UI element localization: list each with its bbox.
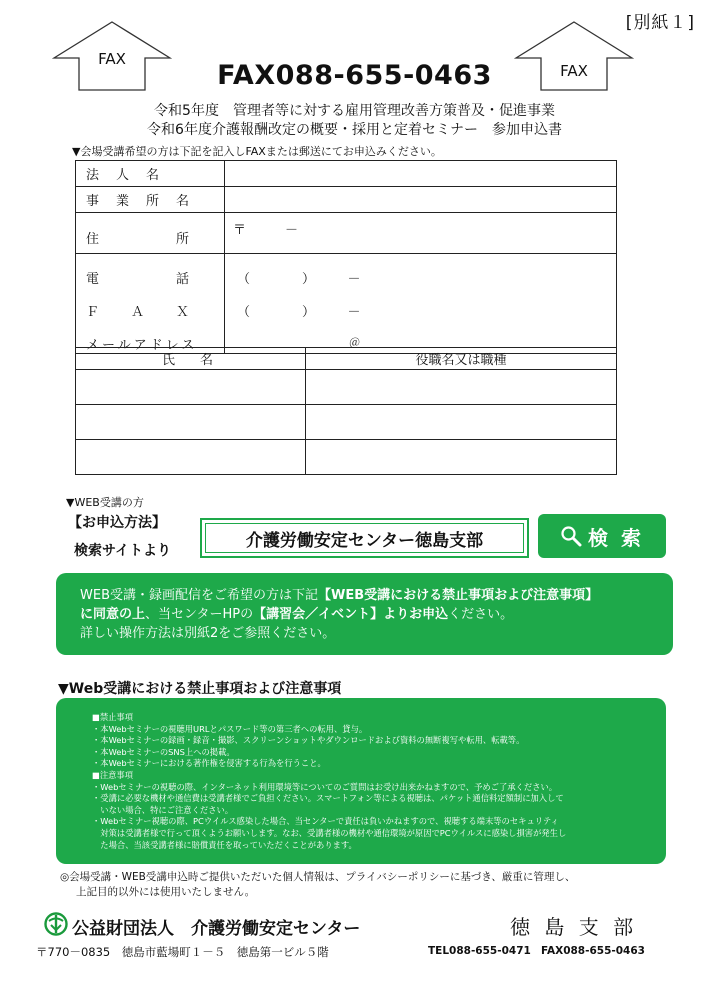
- prohibited-title: ■禁止事項: [92, 712, 134, 722]
- attendee-position-field[interactable]: [306, 440, 617, 475]
- attendee-name-field[interactable]: [76, 405, 306, 440]
- email-field[interactable]: ＠: [349, 336, 360, 349]
- phone-field[interactable]: （ ） －: [237, 272, 361, 287]
- contact-labels: [76, 254, 225, 354]
- caution-item: 対策は受講者様で行って頂くようお願いします。なお、受講者様の機材や通信環境が原因でPCウイルスに感染し損害が発生し: [92, 827, 567, 838]
- title-line-1: 令和5年度 管理者等に対する雇用管理改善方策普及・促進事業: [154, 103, 555, 119]
- fax-field[interactable]: （ ） －: [237, 305, 361, 320]
- annex-label: [別紙１]: [625, 13, 695, 33]
- footer-org: 公益財団法人 介護労働安定センター: [72, 919, 361, 939]
- attendee-name-field[interactable]: [76, 440, 306, 475]
- search-box[interactable]: [200, 518, 529, 558]
- caution-item: いない場合、特にご注意ください。: [92, 804, 234, 815]
- caution-title: ■注意事項: [92, 769, 134, 780]
- office-name-label: 事 業 所 名: [76, 187, 225, 213]
- address-field[interactable]: [225, 213, 617, 254]
- prohibited-item: ・本Webセミナーの視聴用URLとパスワード等の第三者への転用、貸与。: [92, 723, 368, 734]
- email-label: メールアドレス: [86, 338, 198, 353]
- info-line-2: に同意の上、当センターHPの【講習会／イベント】よりお申込ください。: [80, 607, 514, 622]
- fax-arrow-right-label: FAX: [560, 62, 588, 80]
- caution-item: ・Webセミナーの視聴の際、インターネット利用環境等についてのご質問はお受け出来かねますので、予めご了承ください。: [92, 781, 558, 792]
- phone-label: 電 話: [86, 272, 192, 287]
- info-box: [56, 573, 673, 655]
- office-name-field[interactable]: [225, 187, 617, 213]
- attendee-position-field[interactable]: [306, 405, 617, 440]
- col-position-header: 役職名又は職種: [306, 348, 617, 370]
- application-form: [75, 160, 617, 354]
- prohibited-item: ・本Webセミナーにおける著作権を侵害する行為を行うこと。: [92, 758, 326, 769]
- venue-note: ▼会場受講希望の方は下記を記入しFAXまたは郵送にてお申込みください。: [72, 145, 442, 158]
- logo-icon: [44, 912, 68, 936]
- fax-label: Ｆ Ａ Ｘ: [86, 305, 192, 320]
- privacy-notice: [60, 870, 575, 900]
- fax-number: FAX088-655-0463: [217, 60, 492, 91]
- footer-tel: TEL088-655-0471: [428, 945, 531, 957]
- caution-item: ・受講に必要な機材や通信費は受講者様でご負担ください。スマートフォン等による視聴は、パケット通信料定額制に加入して: [92, 793, 564, 804]
- apply-method-line-2: 検索サイトより: [74, 543, 172, 559]
- attendee-name-field[interactable]: [76, 370, 306, 405]
- search-button[interactable]: [538, 514, 666, 558]
- attendee-row: [76, 370, 617, 405]
- postal-mark: 〒 －: [233, 223, 299, 238]
- title-line-2: 令和6年度介護報酬改定の概要・採用と定着セミナー 参加申込書: [147, 122, 562, 138]
- web-note: ▼WEB受講の方: [66, 496, 144, 509]
- search-term: 介護労働安定センター徳島支部: [205, 523, 524, 553]
- footer-fax: FAX088-655-0463: [541, 945, 645, 957]
- fax-arrow-left-label: FAX: [98, 50, 126, 68]
- contact-fields[interactable]: [225, 254, 617, 354]
- rules-heading: ▼Web受講における禁止事項および注意事項: [58, 681, 342, 697]
- search-button-label: 検 索: [588, 525, 644, 550]
- caution-item: ・Webセミナー視聴の際、PCウイルス感染した場合、当センターで責任は負いかねますので、視聴する端末等のセキュリティ: [92, 816, 559, 827]
- privacy-line-1: ◎会場受講・WEB受講申込時ご提供いただいた個人情報は、プライバシーポリシーに基づき、厳重に管理し、: [60, 871, 576, 883]
- search-icon: [560, 525, 582, 547]
- address-label: 住 所: [76, 213, 225, 254]
- corp-name-label: 法 人 名: [76, 161, 225, 187]
- footer-branch: 徳 島 支 部: [510, 915, 638, 939]
- rules-box: [56, 698, 666, 864]
- corp-name-field[interactable]: [225, 161, 617, 187]
- prohibited-item: ・本Webセミナーの録画・録音・撮影、スクリーンショットやダウンロードおよび資料の無断複写や転用、転載等。: [92, 735, 525, 746]
- caution-item: た場合、当該受講者様に賠償責任を取っていただくことがあります。: [92, 839, 357, 850]
- footer-address: 〒770－0835 徳島市藍場町１－５ 徳島第一ビル５階: [36, 945, 329, 959]
- attendee-row: [76, 440, 617, 475]
- apply-method-line-1: 【お申込方法】: [68, 515, 166, 531]
- attendee-row: [76, 405, 617, 440]
- info-line-1: WEB受講・録画配信をご希望の方は下記【WEB受講における禁止事項および注意事項】: [80, 588, 599, 603]
- privacy-line-2: 上記目的以外には使用いたしません。: [76, 886, 256, 898]
- attendee-position-field[interactable]: [306, 370, 617, 405]
- prohibited-item: ・本WebセミナーのSNS上への掲載。: [92, 746, 235, 757]
- info-line-3: 詳しい操作方法は別紙2をご参照ください。: [80, 626, 336, 641]
- col-name-header: 氏 名: [76, 348, 306, 370]
- attendee-table: [75, 347, 617, 475]
